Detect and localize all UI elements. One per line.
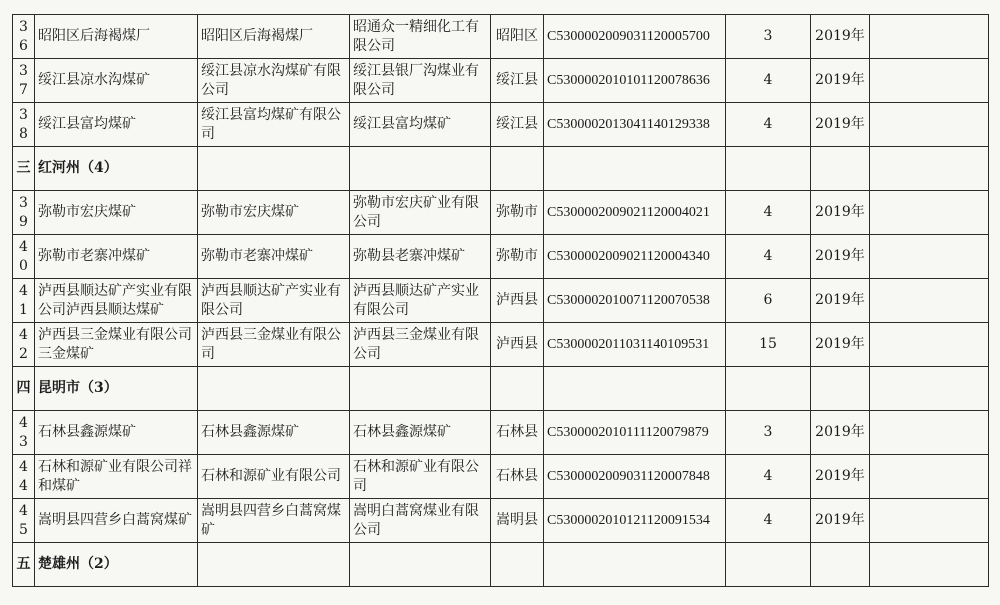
mine-name: 弥勒市老寨冲煤矿	[35, 235, 198, 279]
company-name: 嵩明白蒿窝煤业有限公司	[350, 499, 491, 543]
empty-cell	[870, 15, 989, 59]
year-value: 2019年	[811, 235, 870, 279]
mining-right-holder: 石林和源矿业有限公司	[198, 455, 350, 499]
empty-cell	[726, 147, 811, 191]
mining-right-holder: 泸西县三金煤业有限公司	[198, 323, 350, 367]
section-row	[13, 543, 989, 587]
empty-cell	[870, 191, 989, 235]
empty-cell	[870, 323, 989, 367]
empty-cell	[544, 367, 726, 411]
mine-name: 泸西县顺达矿产实业有限公司泸西县顺达煤矿	[35, 279, 198, 323]
count-value: 4	[726, 499, 811, 543]
company-name: 绥江县银厂沟煤业有限公司	[350, 59, 491, 103]
empty-cell	[870, 455, 989, 499]
company-name: 泸西县顺达矿产实业有限公司	[350, 279, 491, 323]
county-name: 昭阳区	[491, 15, 544, 59]
license-code: C5300002011031140109531	[544, 323, 726, 367]
county-name: 绥江县	[491, 59, 544, 103]
mine-name: 弥勒市宏庆煤矿	[35, 191, 198, 235]
mining-right-holder: 弥勒市宏庆煤矿	[198, 191, 350, 235]
empty-cell	[870, 543, 989, 587]
table-row	[13, 455, 989, 499]
row-number: 42	[13, 323, 35, 367]
company-name: 弥勒县老寨冲煤矿	[350, 235, 491, 279]
mine-name: 石林县鑫源煤矿	[35, 411, 198, 455]
empty-cell	[350, 543, 491, 587]
year-value: 2019年	[811, 15, 870, 59]
company-name: 弥勒市宏庆矿业有限公司	[350, 191, 491, 235]
license-code: C5300002010111120079879	[544, 411, 726, 455]
count-value: 4	[726, 103, 811, 147]
empty-cell	[870, 235, 989, 279]
section-row	[13, 367, 989, 411]
mining-right-holder: 泸西县顺达矿产实业有限公司	[198, 279, 350, 323]
year-value: 2019年	[811, 59, 870, 103]
count-value: 4	[726, 59, 811, 103]
count-value: 3	[726, 15, 811, 59]
section-number: 三	[13, 147, 35, 191]
license-code: C5300002009031120007848	[544, 455, 726, 499]
row-number: 36	[13, 15, 35, 59]
year-value: 2019年	[811, 411, 870, 455]
empty-cell	[491, 147, 544, 191]
mining-right-holder: 绥江县富均煤矿有限公司	[198, 103, 350, 147]
table-row	[13, 323, 989, 367]
empty-cell	[726, 367, 811, 411]
empty-cell	[870, 411, 989, 455]
year-value: 2019年	[811, 279, 870, 323]
row-number: 40	[13, 235, 35, 279]
count-value: 6	[726, 279, 811, 323]
company-name: 昭通众一精细化工有限公司	[350, 15, 491, 59]
mine-name: 泸西县三金煤业有限公司三金煤矿	[35, 323, 198, 367]
empty-cell	[811, 543, 870, 587]
mine-name: 昭阳区后海褐煤厂	[35, 15, 198, 59]
row-number: 45	[13, 499, 35, 543]
row-number: 44	[13, 455, 35, 499]
table-row	[13, 15, 989, 59]
mine-name: 石林和源矿业有限公司祥和煤矿	[35, 455, 198, 499]
coal-mine-table	[12, 14, 989, 587]
row-number: 37	[13, 59, 35, 103]
year-value: 2019年	[811, 323, 870, 367]
row-number: 41	[13, 279, 35, 323]
empty-cell	[870, 103, 989, 147]
empty-cell	[544, 147, 726, 191]
company-name: 泸西县三金煤业有限公司	[350, 323, 491, 367]
license-code: C5300002010121120091534	[544, 499, 726, 543]
table-row	[13, 411, 989, 455]
empty-cell	[870, 367, 989, 411]
table-row	[13, 279, 989, 323]
empty-cell	[491, 367, 544, 411]
license-code: C5300002009021120004021	[544, 191, 726, 235]
county-name: 嵩明县	[491, 499, 544, 543]
section-title: 楚雄州（2）	[35, 543, 198, 587]
mining-right-holder: 石林县鑫源煤矿	[198, 411, 350, 455]
table-body	[13, 15, 989, 587]
year-value: 2019年	[811, 455, 870, 499]
table-row	[13, 235, 989, 279]
empty-cell	[491, 543, 544, 587]
count-value: 15	[726, 323, 811, 367]
table-row	[13, 103, 989, 147]
empty-cell	[870, 59, 989, 103]
section-title: 昆明市（3）	[35, 367, 198, 411]
county-name: 泸西县	[491, 323, 544, 367]
county-name: 弥勒市	[491, 235, 544, 279]
count-value: 3	[726, 411, 811, 455]
section-row	[13, 147, 989, 191]
empty-cell	[811, 367, 870, 411]
license-code: C5300002009031120005700	[544, 15, 726, 59]
empty-cell	[350, 367, 491, 411]
county-name: 绥江县	[491, 103, 544, 147]
empty-cell	[811, 147, 870, 191]
empty-cell	[198, 147, 350, 191]
mining-right-holder: 嵩明县四营乡白蒿窝煤矿	[198, 499, 350, 543]
license-code: C5300002009021120004340	[544, 235, 726, 279]
empty-cell	[726, 543, 811, 587]
company-name: 绥江县富均煤矿	[350, 103, 491, 147]
mining-right-holder: 昭阳区后海褐煤厂	[198, 15, 350, 59]
year-value: 2019年	[811, 499, 870, 543]
year-value: 2019年	[811, 103, 870, 147]
company-name: 石林和源矿业有限公司	[350, 455, 491, 499]
county-name: 石林县	[491, 455, 544, 499]
mine-name: 绥江县富均煤矿	[35, 103, 198, 147]
table-row	[13, 191, 989, 235]
empty-cell	[198, 543, 350, 587]
empty-cell	[544, 543, 726, 587]
section-number: 五	[13, 543, 35, 587]
license-code: C5300002010071120070538	[544, 279, 726, 323]
row-number: 38	[13, 103, 35, 147]
empty-cell	[198, 367, 350, 411]
county-name: 泸西县	[491, 279, 544, 323]
empty-cell	[350, 147, 491, 191]
section-title: 红河州（4）	[35, 147, 198, 191]
table-row	[13, 499, 989, 543]
license-code: C5300002013041140129338	[544, 103, 726, 147]
count-value: 4	[726, 191, 811, 235]
row-number: 39	[13, 191, 35, 235]
table-row	[13, 59, 989, 103]
empty-cell	[870, 279, 989, 323]
mining-right-holder: 弥勒市老寨冲煤矿	[198, 235, 350, 279]
company-name: 石林县鑫源煤矿	[350, 411, 491, 455]
count-value: 4	[726, 235, 811, 279]
year-value: 2019年	[811, 191, 870, 235]
empty-cell	[870, 147, 989, 191]
section-number: 四	[13, 367, 35, 411]
count-value: 4	[726, 455, 811, 499]
county-name: 石林县	[491, 411, 544, 455]
empty-cell	[870, 499, 989, 543]
county-name: 弥勒市	[491, 191, 544, 235]
mining-right-holder: 绥江县凉水沟煤矿有限公司	[198, 59, 350, 103]
mine-name: 绥江县凉水沟煤矿	[35, 59, 198, 103]
mine-name: 嵩明县四营乡白蒿窝煤矿	[35, 499, 198, 543]
row-number: 43	[13, 411, 35, 455]
license-code: C5300002010101120078636	[544, 59, 726, 103]
